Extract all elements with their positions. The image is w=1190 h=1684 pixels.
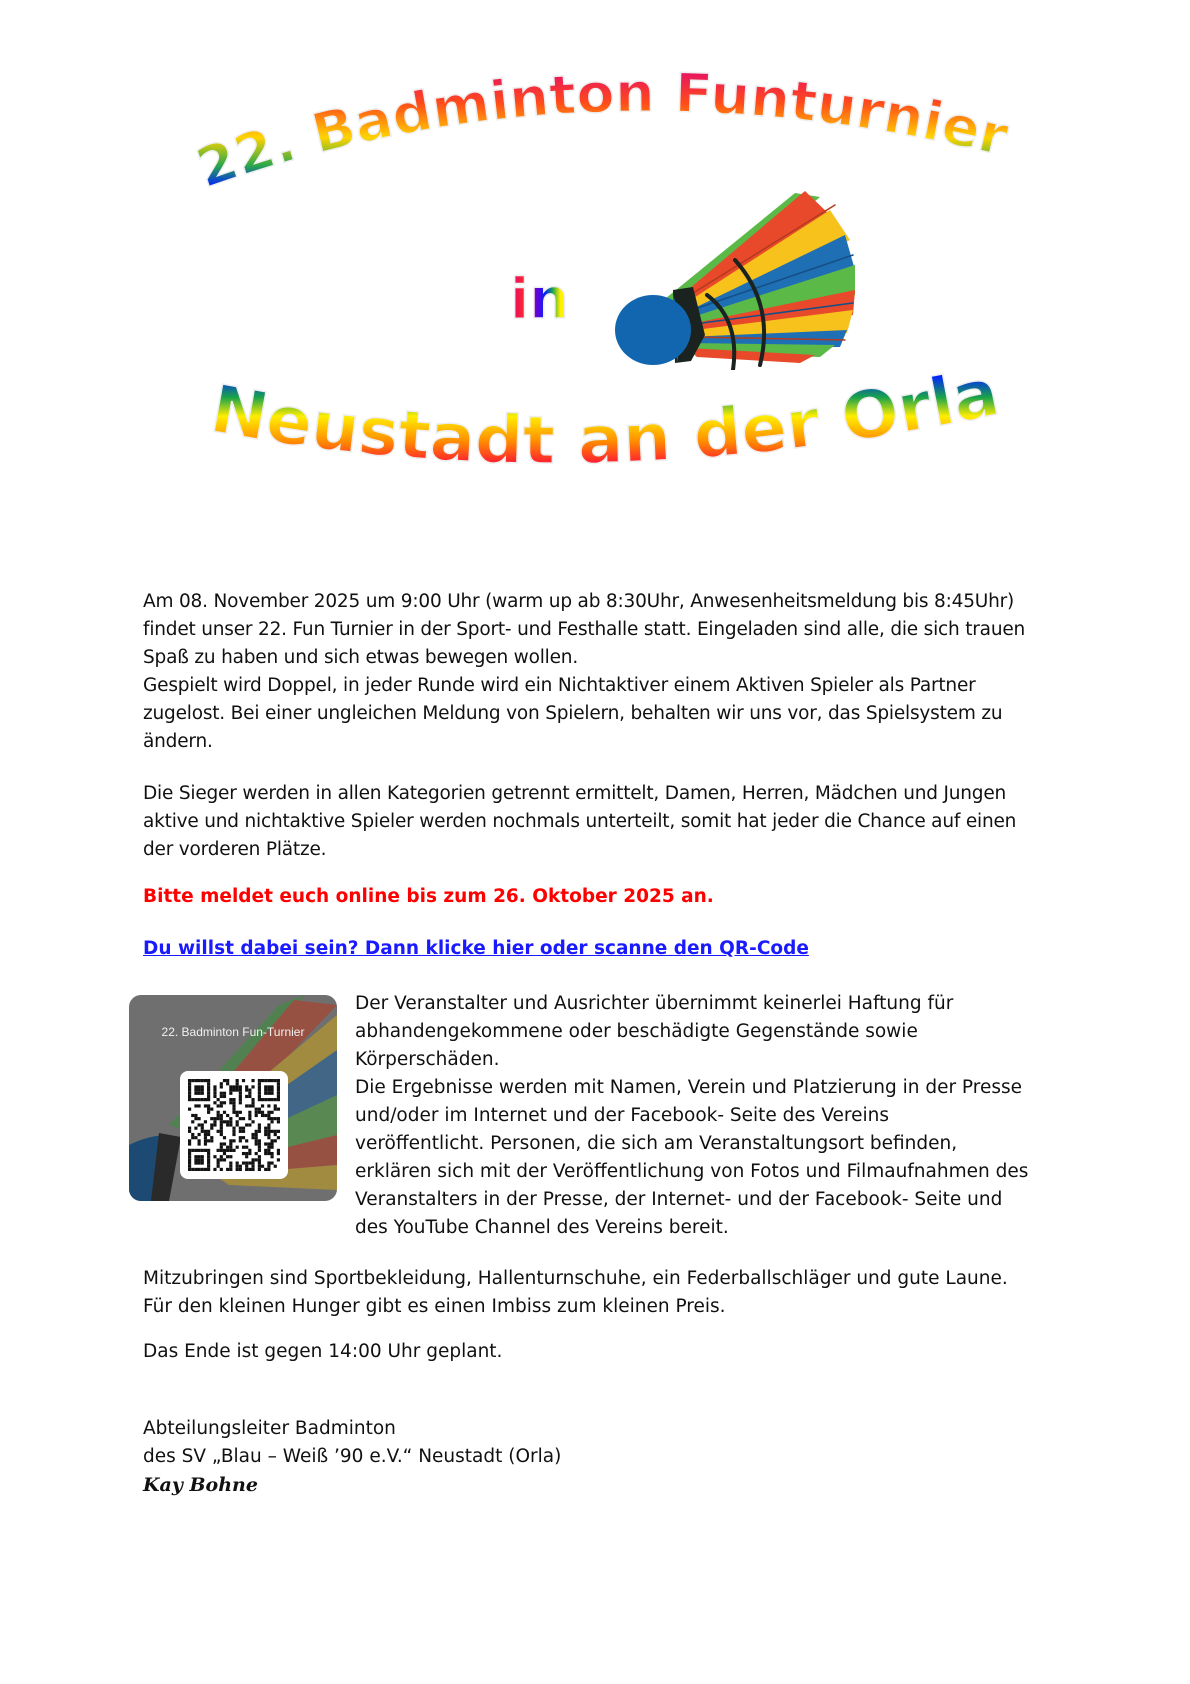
intro-line: findet unser 22. Fun Turnier in der Sport- und Festhalle statt. Eingeladen sind alle, die sich trauen — [143, 619, 1026, 640]
qr-code[interactable] — [180, 1071, 288, 1179]
title-line-1: 22. Badminton Funturnier — [188, 61, 1014, 201]
end-time: Das Ende ist gegen 14:00 Uhr geplant. — [143, 1341, 503, 1362]
qr-card-title: 22. Badminton Fun-Turnier — [161, 1025, 305, 1039]
disclaimer-line: erklären sich mit der Veröffentlichung von Fotos und Filmaufnahmen des — [355, 1161, 1029, 1182]
disclaimer-line: Der Veranstalter und Ausrichter übernimmt keinerlei Haftung für — [355, 993, 954, 1014]
shuttlecock-icon — [615, 185, 855, 370]
intro-line: Am 08. November 2025 um 9:00 Uhr (warm up ab 8:30Uhr, Anwesenheitsmeldung bis 8:45Uhr) — [143, 591, 1015, 612]
signature-name: Kay Bohne — [143, 1474, 258, 1496]
intro-line: Gespielt wird Doppel, in jeder Runde wird ein Nichtaktiver einem Aktiven Spieler als Partner — [143, 675, 976, 696]
winners-paragraph — [143, 780, 1055, 864]
disclaimer-line: Die Ergebnisse werden mit Namen, Verein und Platzierung in der Presse — [355, 1077, 1023, 1098]
intro-line: zugelost. Bei einer ungleichen Meldung von Spielern, behalten wir uns vor, das Spielsystem zu — [143, 703, 1003, 724]
intro-line: Spaß zu haben und sich etwas bewegen wollen. — [143, 647, 579, 668]
wordart-header — [0, 0, 1190, 520]
winners-line: der vorderen Plätze. — [143, 839, 327, 860]
intro-line: ändern. — [143, 731, 213, 752]
signup-link[interactable]: Du willst dabei sein? Dann klicke hier oder scanne den QR-Code — [143, 938, 809, 959]
qr-code-card[interactable] — [129, 995, 337, 1201]
intro-paragraph — [143, 588, 1055, 756]
disclaimer-line: und/oder im Internet und der Facebook- Seite des Vereins — [355, 1105, 890, 1126]
registration-deadline: Bitte meldet euch online bis zum 26. Oktober 2025 an. — [143, 886, 714, 907]
signature-block — [143, 1415, 561, 1499]
bring-line: Für den kleinen Hunger gibt es einen Imbiss zum kleinen Preis. — [143, 1296, 726, 1317]
title-line-2: in — [510, 267, 570, 332]
disclaimer-line: des YouTube Channel des Vereins bereit. — [355, 1217, 729, 1238]
disclaimer-line: abhandengekommene oder beschädigte Gegenstände sowie Körperschäden. — [355, 1021, 918, 1070]
winners-line: aktive und nichtaktive Spieler werden nochmals unterteilt, somit hat jeder die Chance auf einen — [143, 811, 1017, 832]
winners-line: Die Sieger werden in allen Kategorien getrennt ermittelt, Damen, Herren, Mädchen und Jungen — [143, 783, 1007, 804]
disclaimer-paragraph — [355, 990, 1055, 1242]
title-line-3: Neustadt an der Orla — [205, 353, 1005, 480]
disclaimer-line: Veranstalters in der Presse, der Internet- und der Facebook- Seite und — [355, 1189, 1003, 1210]
signature-role: Abteilungsleiter Badminton — [143, 1418, 396, 1439]
disclaimer-line: veröffentlicht. Personen, die sich am Veranstaltungsort befinden, — [355, 1133, 958, 1154]
bring-paragraph — [143, 1265, 1008, 1321]
bring-line: Mitzubringen sind Sportbekleidung, Hallenturnschuhe, ein Federballschläger und gute Laune. — [143, 1268, 1008, 1289]
signature-club: des SV „Blau – Weiß ’90 e.V.“ Neustadt (Orla) — [143, 1446, 562, 1467]
qr-code-icon — [188, 1079, 280, 1171]
